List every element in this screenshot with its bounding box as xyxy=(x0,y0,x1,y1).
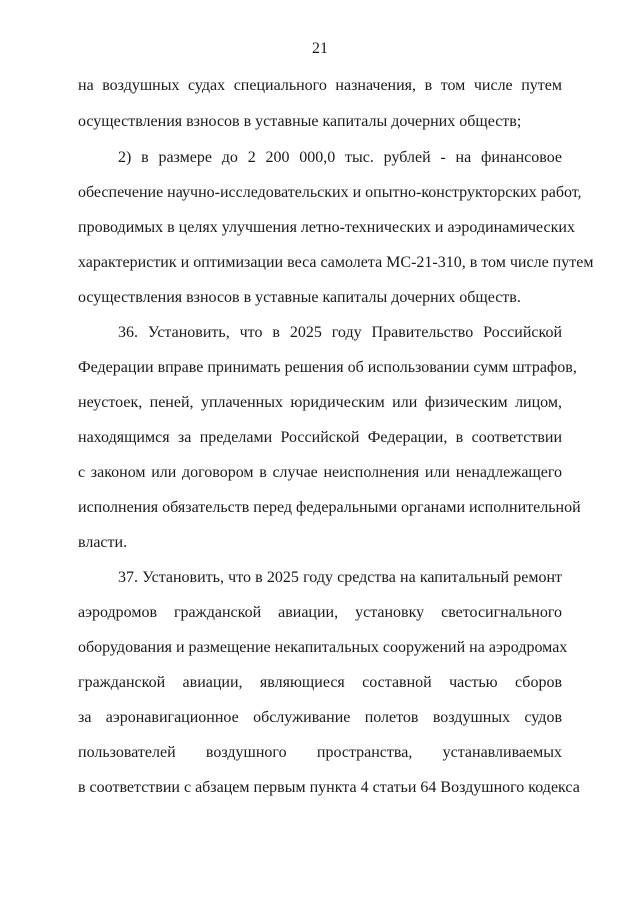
text-line: осуществления взносов в уставные капиталы дочерних обществ; xyxy=(78,113,522,130)
text-line: неустоек, пеней, уплаченных юридическим или физическим лицом, xyxy=(78,394,562,411)
text-line: на воздушных судах специального назначения, в том числе путем xyxy=(78,77,562,94)
text-line: в соответствии с абзацем первым пункта 4 статьи 64 Воздушного кодекса xyxy=(78,779,580,796)
text-line: оборудования и размещение некапитальных сооружений на аэродромах xyxy=(78,639,568,656)
text-line: пользователей воздушного пространства, устанавливаемых xyxy=(78,744,562,761)
text-line: проводимых в целях улучшения летно-технических и аэродинамических xyxy=(78,219,575,236)
text-line: с законом или договором в случае неисполнения или ненадлежащего xyxy=(78,464,562,481)
text-line: обеспечение научно-исследовательских и опытно-конструкторских работ, xyxy=(78,184,582,201)
text-line: 2) в размере до 2 200 000,0 тыс. рублей - на финансовое xyxy=(118,149,562,166)
text-line: за аэронавигационное обслуживание полетов воздушных судов xyxy=(78,709,562,726)
page-number: 21 xyxy=(312,40,328,57)
text-line: находящимся за пределами Российской Федерации, в соответствии xyxy=(78,429,562,446)
text-line: осуществления взносов в уставные капиталы дочерних обществ. xyxy=(78,289,521,306)
text-line: 36. Установить, что в 2025 году Правительство Российской xyxy=(118,324,562,341)
text-line: гражданской авиации, являющиеся составной частью сборов xyxy=(78,674,562,691)
text-line: характеристик и оптимизации веса самолета МС-21-310, в том числе путем xyxy=(78,254,594,271)
text-line: аэродромов гражданской авиации, установку светосигнального xyxy=(78,604,562,621)
text-line: 37. Установить, что в 2025 году средства на капитальный ремонт xyxy=(118,569,562,586)
text-line: Федерации вправе принимать решения об использовании сумм штрафов, xyxy=(78,359,577,376)
text-line: исполнения обязательств перед федеральными органами исполнительной xyxy=(78,499,581,516)
text-line: власти. xyxy=(78,534,128,551)
